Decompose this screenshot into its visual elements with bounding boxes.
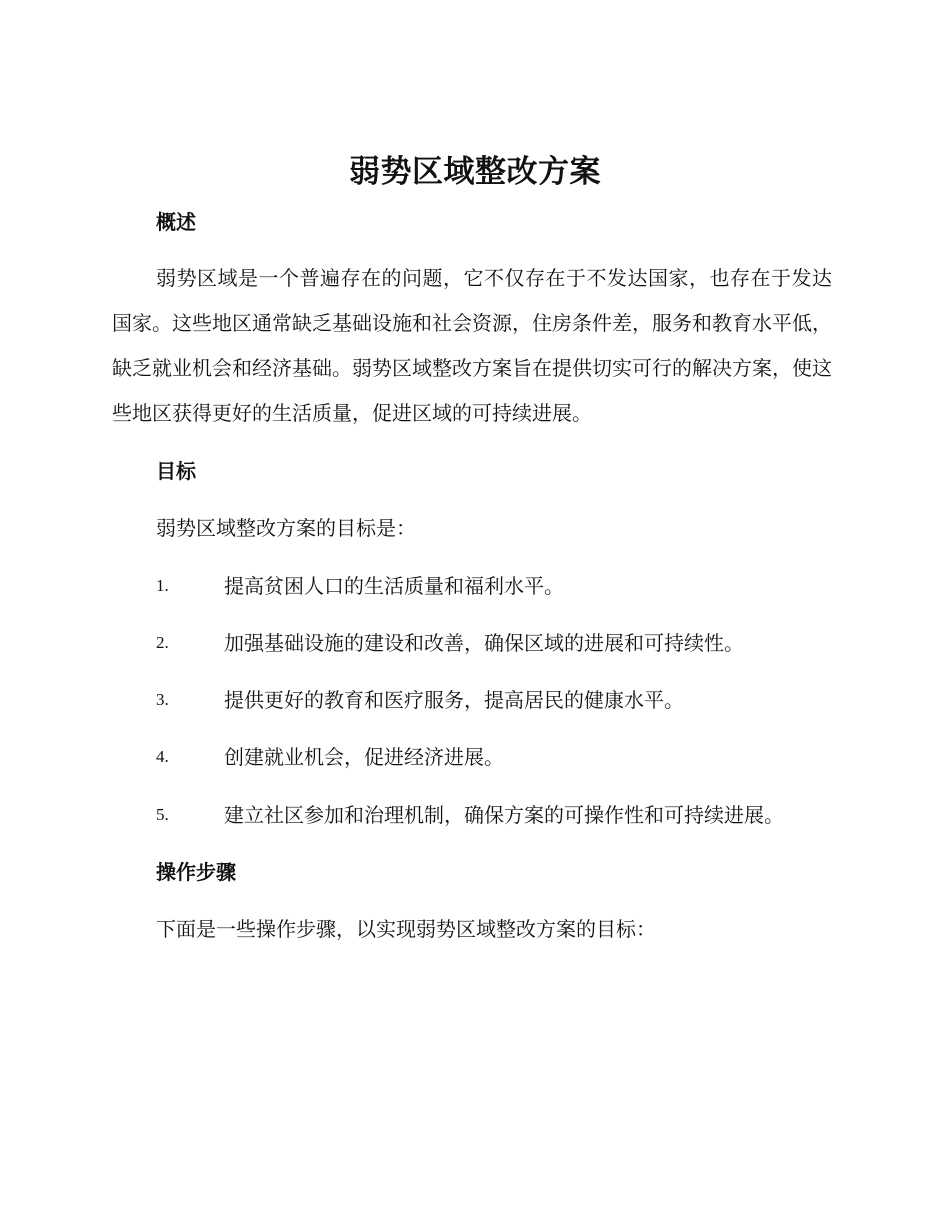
section-heading-goals: 目标	[156, 459, 196, 483]
list-item-text: 提高贫困人口的生活质量和福利水平。	[224, 574, 564, 598]
list-item-text: 建立社区参加和治理机制，确保方案的可操作性和可持续进展。	[224, 803, 784, 827]
section-heading-overview: 概述	[156, 210, 196, 234]
overview-paragraph: 弱势区域是一个普遍存在的问题，它不仅存在于不发达国家，也存在于发达国家。这些地区通常缺乏基础设施和社会资源，住房条件差，服务和教育水平低，缺乏就业机会和经济基础。弱势区域整改方案旨在提供切实可行的解决方案，使这些地区获得更好的生活质量，促进区域的可持续进展。	[112, 266, 832, 425]
list-item-text: 加强基础设施的建设和改善，确保区域的进展和可持续性。	[224, 631, 744, 655]
list-item-number: 1.	[156, 576, 169, 595]
steps-intro: 下面是一些操作步骤，以实现弱势区域整改方案的目标：	[156, 917, 656, 941]
list-item-number: 5.	[156, 805, 169, 824]
list-item-text: 提供更好的教育和医疗服务，提高居民的健康水平。	[224, 688, 684, 712]
section-heading-steps: 操作步骤	[156, 860, 236, 884]
list-item-number: 3.	[156, 690, 169, 709]
list-item-number: 2.	[156, 633, 169, 652]
document-title: 弱势区域整改方案	[349, 154, 601, 190]
list-item-text: 创建就业机会，促进经济进展。	[224, 745, 504, 769]
list-item-number: 4.	[156, 747, 169, 766]
goals-intro: 弱势区域整改方案的目标是：	[156, 516, 416, 540]
